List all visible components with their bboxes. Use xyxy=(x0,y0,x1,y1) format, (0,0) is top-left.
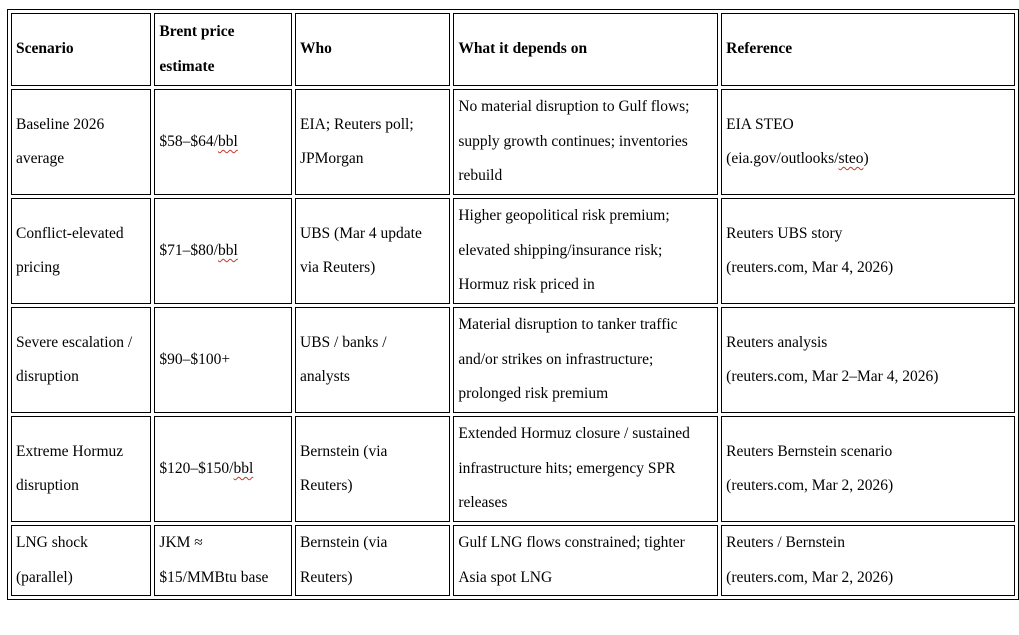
cell-scenario: Extreme Hormuz disruption xyxy=(11,416,151,522)
cell-reference: Reuters UBS story (reuters.com, Mar 4, 2026) xyxy=(721,198,1015,304)
spellcheck-underline: bbl xyxy=(233,459,254,477)
cell-depends: Material disruption to tanker traffic and/or strikes on infrastructure; prolonged risk premium xyxy=(453,307,718,413)
cell-price: $90–$100+ xyxy=(154,307,292,413)
spellcheck-underline: steo xyxy=(838,150,864,167)
table-row xyxy=(11,307,1015,413)
cell-reference: Reuters Bernstein scenario (reuters.com, Mar 2, 2026) xyxy=(721,416,1015,522)
cell-scenario: Baseline 2026 average xyxy=(11,89,151,195)
table-row xyxy=(11,89,1015,195)
cell-reference: Reuters analysis (reuters.com, Mar 2–Mar 4, 2026) xyxy=(721,307,1015,413)
cell-reference: Reuters / Bernstein (reuters.com, Mar 2, 2026) xyxy=(721,525,1015,596)
cell-depends: Extended Hormuz closure / sustained infrastructure hits; emergency SPR releases xyxy=(453,416,718,522)
cell-who: EIA; Reuters poll; JPMorgan xyxy=(295,89,450,195)
header-who: Who xyxy=(295,13,450,86)
table-row xyxy=(11,198,1015,304)
header-scenario: Scenario xyxy=(11,13,151,86)
cell-price: $120–$150/bbl xyxy=(154,416,292,522)
scenario-table-container xyxy=(7,9,1019,600)
header-reference: Reference xyxy=(721,13,1015,86)
spellcheck-underline: bbl xyxy=(217,132,238,150)
table-row xyxy=(11,525,1015,596)
cell-price: $71–$80/bbl xyxy=(154,198,292,304)
cell-who: UBS (Mar 4 update via Reuters) xyxy=(295,198,450,304)
cell-price: $58–$64/bbl xyxy=(154,89,292,195)
cell-depends: No material disruption to Gulf flows; supply growth continues; inventories rebuild xyxy=(453,89,718,195)
cell-price: JKM ≈ $15/MMBtu base xyxy=(154,525,292,596)
cell-depends: Gulf LNG flows constrained; tighter Asia spot LNG xyxy=(453,525,718,596)
cell-scenario: Conflict-elevated pricing xyxy=(11,198,151,304)
spellcheck-underline: bbl xyxy=(217,241,238,259)
oil-price-scenario-table xyxy=(7,9,1019,600)
cell-who: Bernstein (via Reuters) xyxy=(295,525,450,596)
cell-scenario: LNG shock (parallel) xyxy=(11,525,151,596)
table-row xyxy=(11,416,1015,522)
table-header-row xyxy=(11,13,1015,86)
header-what-it-depends-on: What it depends on xyxy=(453,13,718,86)
cell-who: Bernstein (via Reuters) xyxy=(295,416,450,522)
cell-scenario: Severe escalation / disruption xyxy=(11,307,151,413)
cell-depends: Higher geopolitical risk premium; elevated shipping/insurance risk; Hormuz risk priced in xyxy=(453,198,718,304)
cell-reference: EIA STEO (eia.gov/outlooks/steo) xyxy=(721,89,1015,195)
cell-who: UBS / banks / analysts xyxy=(295,307,450,413)
header-brent-price-estimate: Brent price estimate xyxy=(154,13,292,86)
